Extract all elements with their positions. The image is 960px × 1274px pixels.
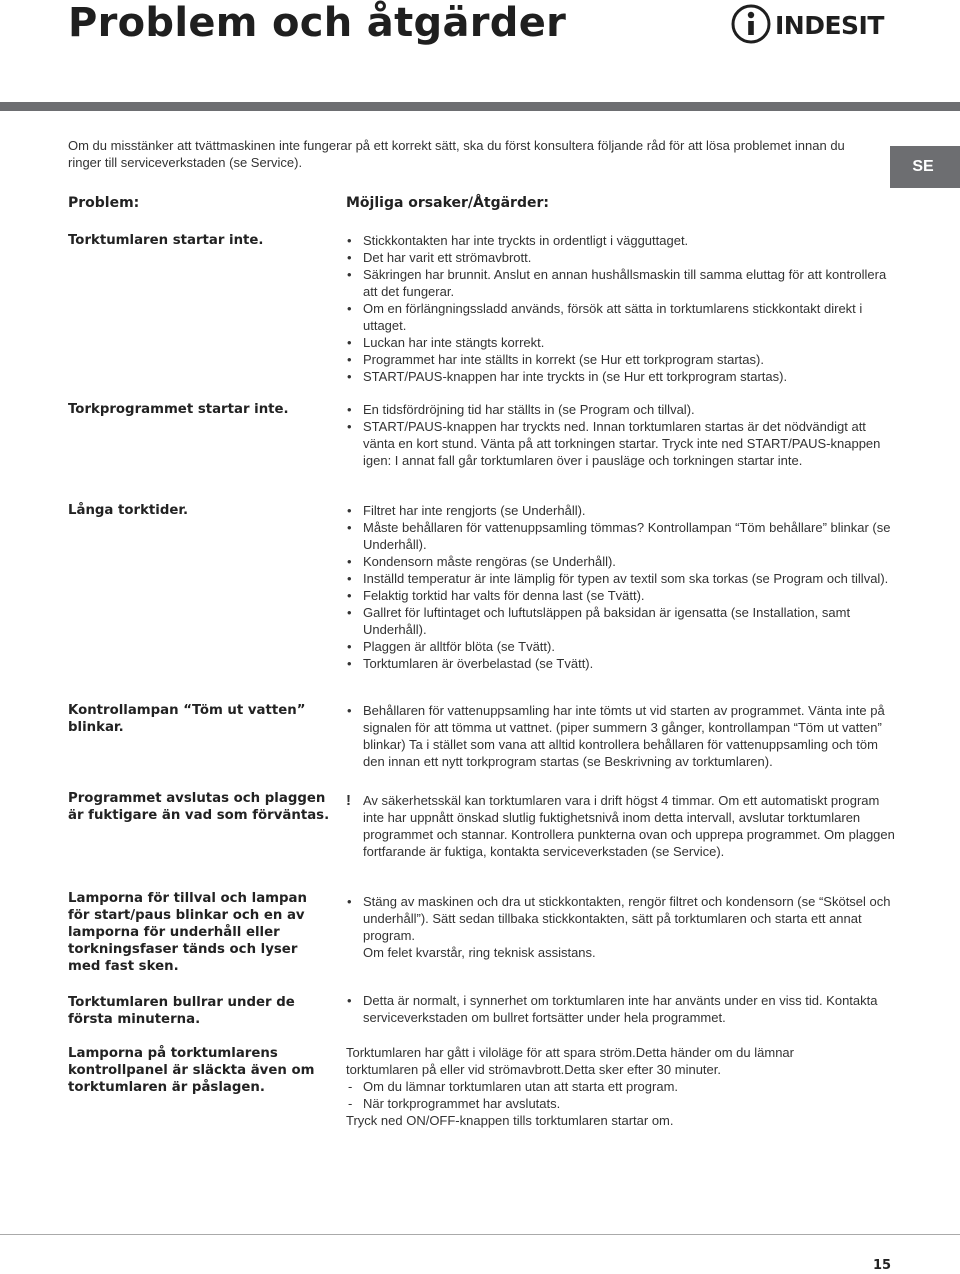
list-item: • Gallret för luftintaget och luftutsläppen på baksidan är igensatta (se Installation, samt Underhåll). xyxy=(346,604,896,638)
remedies-7 xyxy=(346,992,896,1026)
causes-column-header: Möjliga orsaker/Åtgärder: xyxy=(346,195,549,211)
remedies-5 xyxy=(346,792,896,860)
remedies-2 xyxy=(346,401,896,469)
page-number: 15 xyxy=(873,1258,892,1273)
problem-8: Lamporna på torktumlarens kontrollpanel är släckta även om torktumlaren är påslagen. xyxy=(68,1046,315,1095)
list-item: • Plaggen är alltför blöta (se Tvätt). xyxy=(346,638,896,655)
list-item: - När torkprogrammet har avslutats. xyxy=(346,1095,846,1112)
note-text: Om felet kvarstår, ring teknisk assistans. xyxy=(363,945,596,960)
list-item: • Kondensorn måste rengöras (se Underhåll). xyxy=(346,553,896,570)
list-item: • Måste behållaren för vattenuppsamling tömmas? Kontrollampan “Töm behållare” blinkar (se Underhåll). xyxy=(346,519,896,553)
remedies-6 xyxy=(346,893,896,961)
problem-5: Programmet avslutas och plaggen är fuktigare än vad som förväntas. xyxy=(68,791,330,823)
problem-2: Torkprogrammet startar inte. xyxy=(68,402,289,417)
problem-7: Torktumlaren bullrar under de första minuterna. xyxy=(68,995,295,1027)
footer-rule xyxy=(0,1234,960,1235)
list-item: • Detta är normalt, i synnerhet om torktumlaren inte har använts under en viss tid. Kontakta serviceverkstaden om bullret fortsätter under hela programmet. xyxy=(346,992,896,1026)
list-item: • Programmet har inte ställts in korrekt (se Hur ett torkprogram startas). xyxy=(346,351,896,368)
list-item: • START/PAUS-knappen har inte tryckts in (se Hur ett torkprogram startas). xyxy=(346,368,896,385)
page-title: Problem och åtgärder xyxy=(68,0,567,46)
restart-text: Tryck ned ON/OFF-knappen tills torktumlaren startar om. xyxy=(346,1113,674,1128)
list-item: • Inställd temperatur är inte lämplig för typen av textil som ska torkas (se Program och tillval). xyxy=(346,570,896,587)
warning-item: ! Av säkerhetsskäl kan torktumlaren vara i drift högst 4 timmar. Om ett automatiskt program inte har uppnått önskad slutlig fuktighetsnivå inom detta intervall, avslutar torktumlaren programmet och stannar. Kontrollera punkterna ovan och upprepa programmet. Om plaggen fortfarande är fuktiga, kontakta serviceverkstaden (se Service). xyxy=(346,792,896,860)
intro-text: Om du misstänker att tvättmaskinen inte fungerar på ett korrekt sätt, ska du först konsultera följande råd för att lösa problemet innan du ringer till serviceverkstaden (se Service). xyxy=(68,138,845,170)
problem-4: Kontrollampan “Töm ut vatten” blinkar. xyxy=(68,703,306,735)
problem-3: Långa torktider. xyxy=(68,503,189,518)
list-item: • Filtret har inte rengjorts (se Underhåll). xyxy=(346,502,896,519)
standby-text: Torktumlaren har gått i viloläge för att spara ström.Detta händer om du lämnar torktumlaren på eller vid strömavbrott.Detta sker efter 30 minuter. xyxy=(346,1045,794,1077)
list-item: • START/PAUS-knappen har tryckts ned. Innan torktumlaren startas är det nödvändigt att vänta en kort stund. Vänta på att torkningen startar. Tryck inte ned START/PAUS-knappen igen: I annat fall går torktumlaren över i pausläge och torkningen startar inte. xyxy=(346,418,896,469)
list-item: • Om en förlängningssladd används, försök att sätta in torktumlarens stickkontakt direkt i uttaget. xyxy=(346,300,896,334)
header-rule xyxy=(0,102,960,111)
remedies-4 xyxy=(346,702,896,770)
list-item: • En tidsfördröjning tid har ställts in (se Program och tillval). xyxy=(346,401,896,418)
brand-name: INDESIT xyxy=(775,11,884,40)
remedies-8 xyxy=(346,1044,846,1129)
indesit-logo xyxy=(730,2,900,46)
list-item: • Behållaren för vattenuppsamling har inte tömts ut vid starten av programmet. Vänta inte på signalen för att tömma ut vattnet. (piper summern 3 gånger, kontrollampan “Töm ut vatten” blinkar) Ta i stället som vana att alltid kontrollera behållaren för vattenuppsamling och töm den innan ett nytt torkprogram startas (se Beskrivning av torktumlaren). xyxy=(346,702,896,770)
remedies-1 xyxy=(346,232,896,385)
problem-6: Lamporna för tillval och lampan för start/paus blinkar och en av lamporna för underhåll eller torkningsfaser tänds och lyser med fast sken. xyxy=(68,891,307,974)
list-item: - Om du lämnar torktumlaren utan att starta ett program. xyxy=(346,1078,846,1095)
list-item: • Stickkontakten har inte tryckts in ordentligt i vägguttaget. xyxy=(346,232,896,249)
problem-column-header: Problem: xyxy=(68,195,140,211)
remedies-3 xyxy=(346,502,896,672)
list-item: • Stäng av maskinen och dra ut stickkontakten, rengör filtret och kondensorn (se “Skötsel och underhåll”). Sätt sedan tillbaka stickkontakten, sätt på torktumlaren och starta ett annat program. xyxy=(346,893,896,944)
list-item: • Det har varit ett strömavbrott. xyxy=(346,249,896,266)
list-item: • Luckan har inte stängts korrekt. xyxy=(346,334,896,351)
problem-1: Torktumlaren startar inte. xyxy=(68,233,264,248)
list-item: • Torktumlaren är överbelastad (se Tvätt). xyxy=(346,655,896,672)
list-item: • Säkringen har brunnit. Anslut en annan hushållsmaskin till samma eluttag för att kontrollera att det fungerar. xyxy=(346,266,896,300)
language-tab: SE xyxy=(890,146,960,188)
list-item: • Felaktig torktid har valts för denna last (se Tvätt). xyxy=(346,587,896,604)
